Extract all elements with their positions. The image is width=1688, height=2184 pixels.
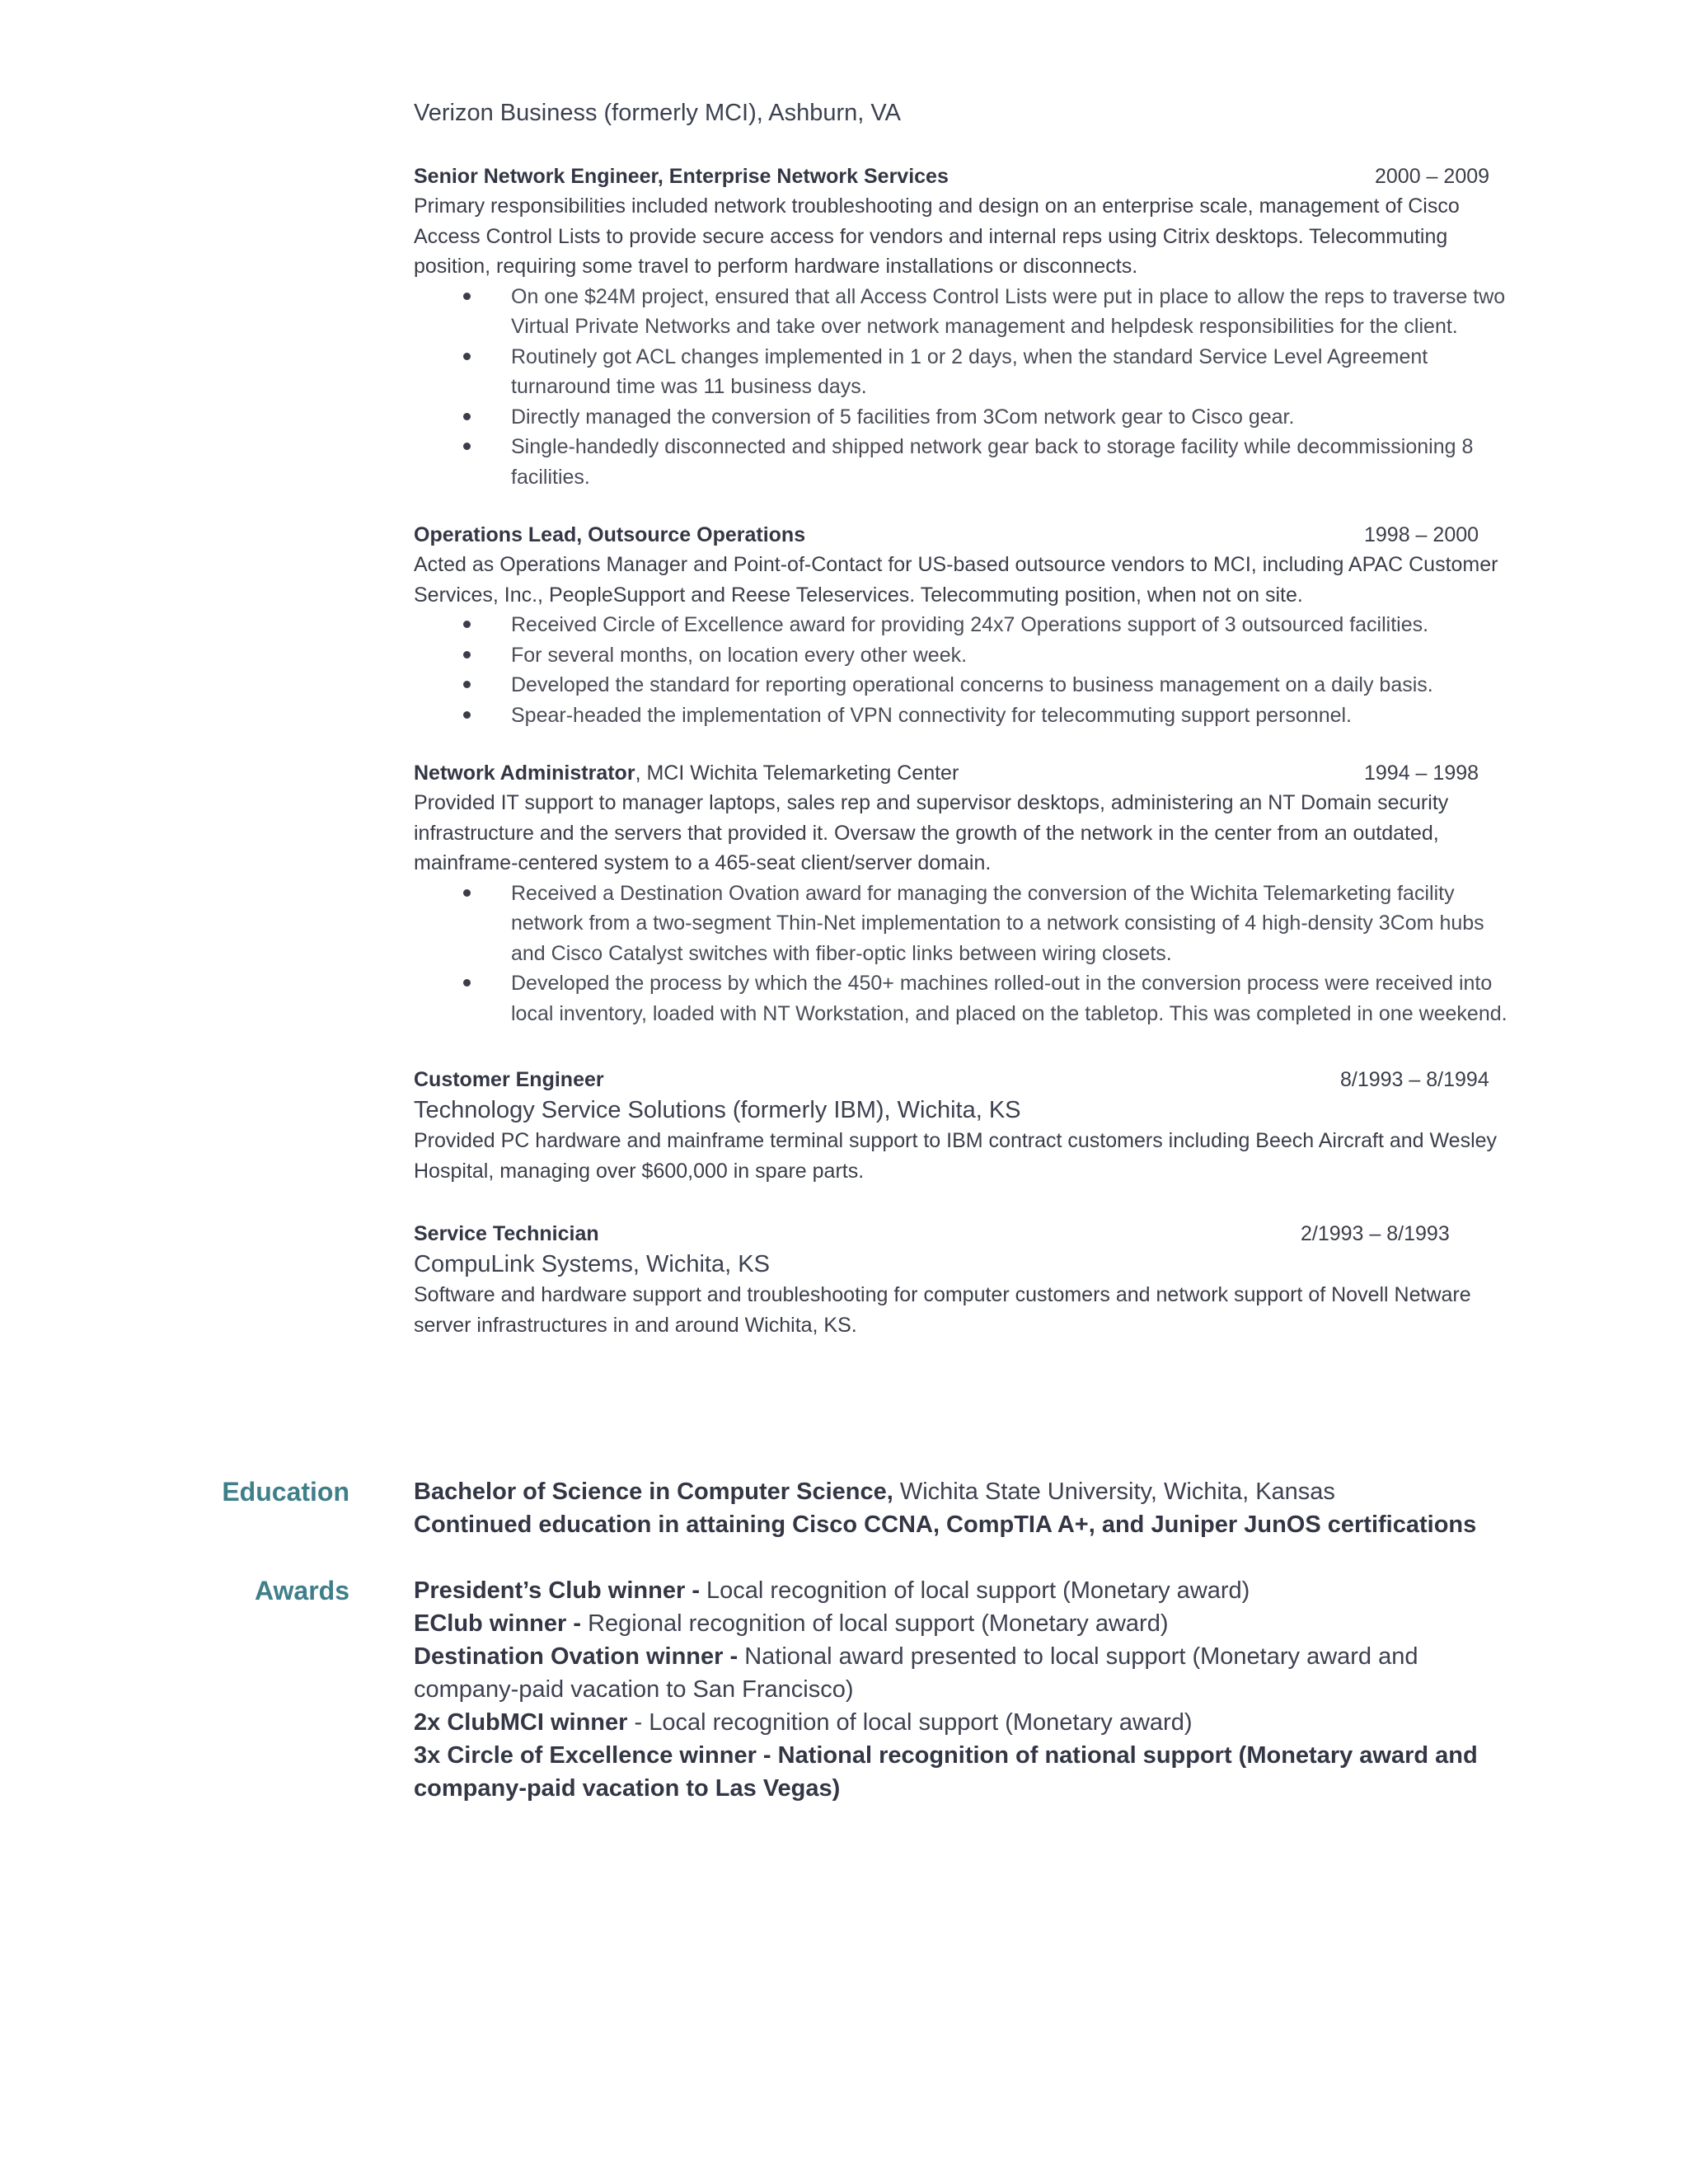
job-date: 1998 – 2000 [1364, 523, 1479, 546]
job-header [414, 758, 1518, 788]
award-item [414, 1640, 1518, 1706]
award-title: Destination Ovation winner - [414, 1643, 745, 1670]
job-description: Provided PC hardware and mainframe terminal support to IBM contract customers including Beech Aircraft and Wesley Hospital, managing over $600,000 in spare parts. [414, 1129, 1498, 1183]
job-employer: , MCI Wichita Telemarketing Center [635, 762, 959, 785]
experience-section [414, 97, 1518, 1368]
awards-heading: Awards [254, 1576, 349, 1605]
job-header [414, 520, 1518, 550]
education-heading: Education [222, 1477, 349, 1507]
job-date: 2/1993 – 8/1993 [1301, 1222, 1450, 1245]
award-title: 3x Circle of Excellence winner - National recognition of national support (Monetary award and company-paid vacation to Las Vegas) [414, 1742, 1478, 1802]
job-date: 8/1993 – 8/1994 [1340, 1068, 1489, 1091]
list-item [511, 610, 1518, 640]
list-item [511, 282, 1518, 342]
bullet-icon [463, 711, 471, 719]
bullet-icon [463, 889, 471, 897]
degree-name: Bachelor of Science in Computer Science, [414, 1479, 893, 1505]
job-title: Service Technician [414, 1222, 599, 1245]
bullet-text: Developed the standard for reporting operational concerns to business management on a daily basis. [511, 673, 1433, 696]
bullet-icon [463, 651, 471, 658]
continued-education: Continued education in attaining Cisco CCNA, CompTIA A+, and Juniper JunOS certifications [414, 1511, 1477, 1538]
list-item [511, 968, 1518, 1029]
award-detail: National award presented to local support (Monetary award and company-paid vacation to San Francisco) [414, 1643, 1418, 1703]
list-item [511, 402, 1518, 433]
job-title: Operations Lead, Outsource Operations [414, 523, 806, 546]
job-entry [414, 520, 1518, 730]
list-item [511, 670, 1518, 701]
bullet-icon [463, 353, 471, 360]
job-description: Acted as Operations Manager and Point-of-Contact for US-based outsource vendors to MCI, including APAC Customer Services, Inc., PeopleSupport and Reese Teleservices. Telecommuting position, when not on site. [414, 553, 1498, 607]
award-item [414, 1739, 1518, 1805]
awards-body [414, 1574, 1518, 1805]
bullet-icon [463, 293, 471, 300]
job-date: 2000 – 2009 [1375, 165, 1490, 188]
job-entry [414, 758, 1518, 1029]
job-entry [414, 162, 1518, 492]
job-description: Primary responsibilities included network troubleshooting and design on an enterprise scale, management of Cisco Access Control Lists to provide secure access for vendors and internal reps using Citrix desktops. Telecommuting position, requiring some travel to perform hardware installations or disconnects. [414, 194, 1460, 278]
bullet-text: Single-handedly disconnected and shipped network gear back to storage facility while decommissioning 8 facilities. [511, 435, 1474, 489]
degree-line [414, 1475, 1518, 1508]
job-header [414, 1219, 1518, 1249]
job-entry [414, 1219, 1518, 1340]
bullet-text: Received Circle of Excellence award for providing 24x7 Operations support of 3 outsourced facilities. [511, 613, 1429, 636]
job-title: Customer Engineer [414, 1068, 604, 1091]
education-body [414, 1475, 1518, 1541]
bullet-icon [463, 681, 471, 688]
bullet-text: Developed the process by which the 450+ machines rolled-out in the conversion process were received into local inventory, loaded with NT Workstation, and placed on the tabletop. This was completed in one weekend. [511, 972, 1507, 1025]
job-bullets [414, 282, 1518, 493]
job-bullets [414, 879, 1518, 1029]
list-item [511, 640, 1518, 671]
job-entry [414, 1065, 1518, 1186]
job-bullets [414, 610, 1518, 730]
list-item [511, 342, 1518, 402]
degree-school: Wichita State University, Wichita, Kansas [893, 1479, 1335, 1505]
bullet-text: Directly managed the conversion of 5 facilities from 3Com network gear to Cisco gear. [511, 405, 1295, 429]
bullet-text: Received a Destination Ovation award for managing the conversion of the Wichita Telemarketing facility network from a two-segment Thin-Net implementation to a network consisting of 4 high-density 3Com hubs and Cisco Catalyst switches with fiber-optic links between wiring closets. [511, 881, 1484, 965]
bullet-text: Routinely got ACL changes implemented in 1 or 2 days, when the standard Service Level Agreement turnaround time was 11 business days. [511, 344, 1428, 398]
job-description: Software and hardware support and troubleshooting for computer customers and network support of Novell Netware server infrastructures in and around Wichita, KS. [414, 1283, 1471, 1337]
list-item [511, 879, 1518, 969]
job-title: Network Administrator [414, 762, 635, 785]
job-header [414, 1065, 1518, 1094]
bullet-icon [463, 979, 471, 987]
job-employer: CompuLink Systems, Wichita, KS [414, 1251, 770, 1277]
job-title: Senior Network Engineer, Enterprise Network Services [414, 165, 949, 188]
bullet-text: For several months, on location every other week. [511, 643, 968, 667]
list-item [511, 432, 1518, 492]
award-detail: - Local recognition of local support (Monetary award) [627, 1709, 1193, 1736]
bullet-icon [463, 621, 471, 628]
award-item [414, 1574, 1518, 1607]
award-detail: Regional recognition of local support (Monetary award) [588, 1610, 1169, 1637]
bullet-icon [463, 413, 471, 420]
company-heading: Verizon Business (formerly MCI), Ashburn, VA [414, 100, 901, 126]
bullet-icon [463, 443, 471, 450]
job-date: 1994 – 1998 [1364, 762, 1479, 785]
award-detail: Local recognition of local support (Monetary award) [706, 1577, 1250, 1604]
award-title: President’s Club winner - [414, 1577, 707, 1604]
list-item [511, 701, 1518, 731]
award-item [414, 1607, 1518, 1640]
award-title: 2x ClubMCI winner [414, 1709, 628, 1736]
job-description: Provided IT support to manager laptops, sales rep and supervisor desktops, administering an NT Domain security infrastructure and the servers that provided it. Oversaw the growth of the network in the center from an outdated, mainframe-centered system to a 465-seat client/server domain. [414, 791, 1449, 874]
bullet-text: Spear-headed the implementation of VPN connectivity for telecommuting support personnel. [511, 703, 1353, 727]
award-title: EClub winner - [414, 1610, 588, 1637]
job-header [414, 162, 1518, 191]
bullet-text: On one $24M project, ensured that all Access Control Lists were put in place to allow the reps to traverse two Virtual Private Networks and take over network management and helpdesk responsibilities for the client. [511, 284, 1506, 338]
job-employer: Technology Service Solutions (formerly IBM), Wichita, KS [414, 1097, 1021, 1123]
award-item [414, 1706, 1518, 1739]
